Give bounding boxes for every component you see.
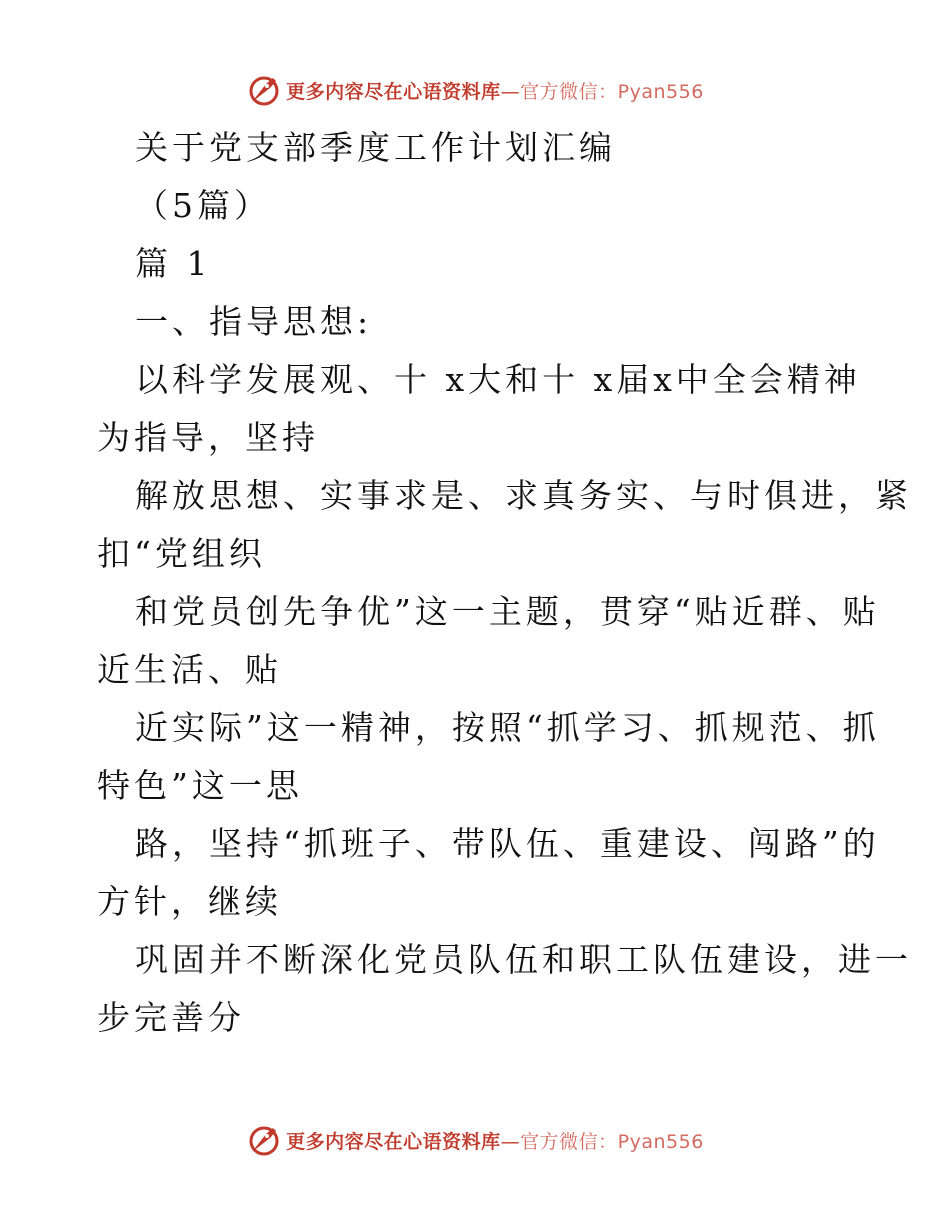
pen-nib-logo-icon xyxy=(246,72,282,108)
document-subtitle: （5篇） xyxy=(135,186,271,225)
banner-dash: — xyxy=(500,80,521,103)
body-line: 特色”这一思 xyxy=(97,766,303,805)
banner-contact-text: 官方微信：Pyan556 xyxy=(520,80,704,103)
banner-text xyxy=(286,1127,704,1154)
body-line: 和党员创先争优”这一主题，贯穿“贴近群、贴 xyxy=(135,592,880,631)
body-line: 扣“党组织 xyxy=(97,534,266,573)
document-title: 关于党支部季度工作计划汇编 xyxy=(135,128,616,167)
body-line: 以科学发展观、十 x大和十 x届x中全会精神 xyxy=(135,360,861,399)
body-line: 路，坚持“抓班子、带队伍、重建设、闯路”的 xyxy=(135,824,880,863)
section-label: 篇 1 xyxy=(135,244,212,283)
body-line: 近生活、贴 xyxy=(97,650,282,689)
banner-brand-text: 更多内容尽在心语资料库 xyxy=(286,80,501,103)
footer-banner xyxy=(0,1120,950,1160)
section-heading: 一、指导思想: xyxy=(135,302,373,341)
body-line: 步完善分 xyxy=(97,998,245,1037)
banner-contact-text: 官方微信：Pyan556 xyxy=(520,1130,704,1153)
body-line: 近实际”这一精神，按照“抓学习、抓规范、抓 xyxy=(135,708,880,747)
body-line: 解放思想、实事求是、求真务实、与时俱进，紧 xyxy=(135,476,912,515)
banner-brand-text: 更多内容尽在心语资料库 xyxy=(286,1130,501,1153)
pen-nib-logo-icon xyxy=(246,1122,282,1158)
body-line: 方针，继续 xyxy=(97,882,282,921)
header-banner xyxy=(0,70,950,110)
body-line: 巩固并不断深化党员队伍和职工队伍建设，进一 xyxy=(135,940,912,979)
body-line: 为指导，坚持 xyxy=(97,418,319,457)
banner-text xyxy=(286,77,704,104)
banner-dash: — xyxy=(500,1130,521,1153)
